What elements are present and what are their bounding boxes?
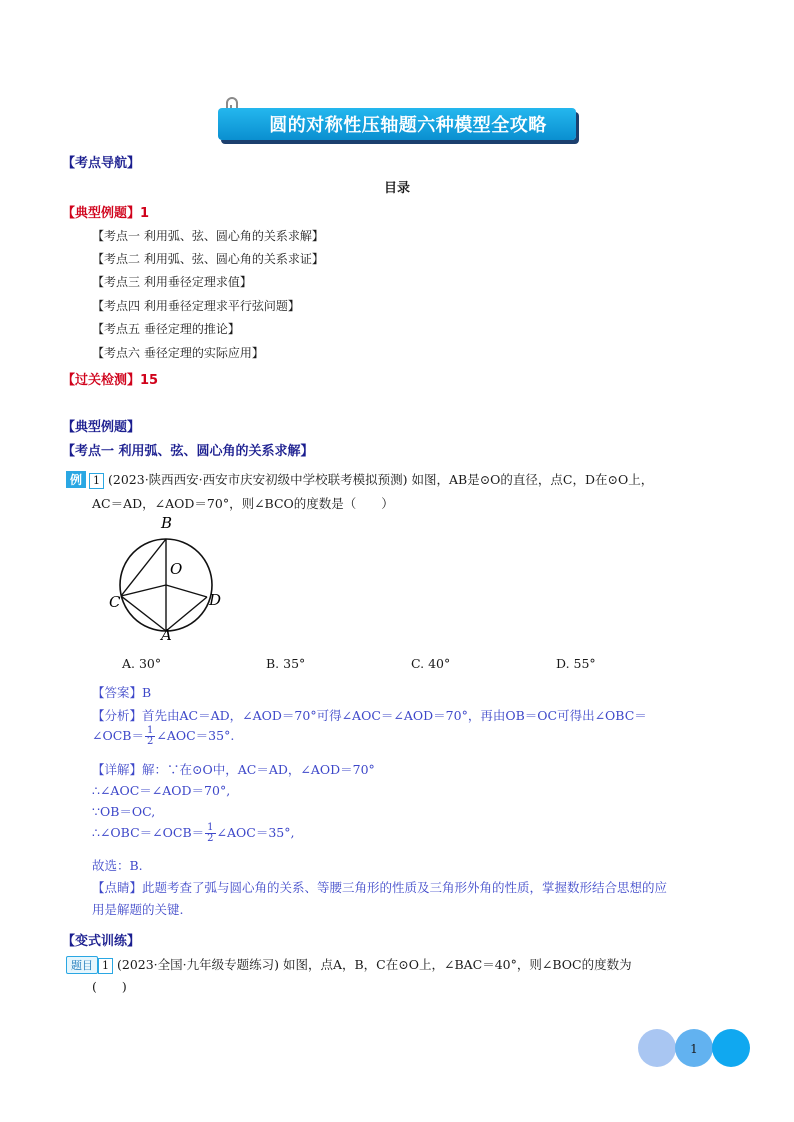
option-b[interactable]: B. 35°	[266, 656, 306, 671]
segment-od	[166, 585, 207, 597]
example1-line1	[66, 470, 653, 489]
example1-line2: AC＝AD，∠AOD＝70°，则∠BCO的度数是（ ）	[92, 496, 394, 511]
detail-text4-pre: ∴∠OBC＝∠OCB＝	[92, 825, 205, 840]
problem-number: 1	[98, 958, 113, 974]
option-d[interactable]: D. 55°	[556, 656, 596, 671]
detail-text1: 解：∵在⊙O中，AC＝AD，∠AOD＝70°	[142, 762, 375, 777]
chord-bc	[121, 539, 166, 596]
toc-item-2[interactable]: 【考点二 利用弧、弦、圆心角的关系求证】	[92, 252, 324, 266]
answer-value: B	[142, 685, 152, 700]
toc-item-3[interactable]: 【考点三 利用垂径定理求值】	[92, 275, 252, 289]
section-typical: 【典型例题】	[62, 420, 141, 435]
example1-text1: (2023·陕西西安·西安市庆安初级中学校联考模拟预测) 如图，AB是⊙O的直径，点C，D在⊙O上，	[108, 472, 654, 487]
page-number: 1	[690, 1042, 698, 1056]
comment-label: 【点睛】	[92, 880, 143, 895]
analysis-line1	[92, 706, 647, 724]
answer-label: 【答案】	[92, 685, 143, 700]
label-o: O	[170, 560, 183, 578]
toc-item-1[interactable]: 【考点一 利用弧、弦、圆心角的关系求解】	[92, 229, 324, 243]
title-banner	[218, 108, 576, 140]
detail-line2: ∴∠AOC＝∠AOD＝70°,	[92, 783, 231, 798]
toc-checkpoint[interactable]	[62, 369, 158, 388]
circle-figure	[100, 512, 240, 644]
example-number: 1	[89, 473, 104, 489]
label-b: B	[161, 514, 173, 532]
toc-item-5[interactable]: 【考点五 垂径定理的推论】	[92, 322, 240, 336]
toc-typical-label: 【典型例题】	[62, 206, 141, 221]
option-c[interactable]: C. 40°	[411, 656, 451, 671]
comment-text1: 此题考查了弧与圆心角的关系、等腰三角形的性质及三角形外角的性质，掌握数形结合思想的应	[142, 880, 668, 895]
page-dot-left	[638, 1029, 676, 1067]
page-dot-right	[712, 1029, 750, 1067]
toc-item-6[interactable]: 【考点六 垂径定理的实际应用】	[92, 346, 264, 360]
detail-line4	[92, 823, 294, 844]
problem-badge: 题目	[66, 956, 98, 974]
label-c: C	[109, 593, 121, 611]
toc-typical[interactable]	[62, 202, 149, 221]
toc-checkpoint-label: 【过关检测】	[62, 373, 141, 388]
analysis-text2-pre: ∠OCB＝	[92, 728, 144, 743]
detail-text4-post: ∠AOC＝35°,	[216, 825, 295, 840]
detail-line3: ∵OB＝OC,	[92, 804, 156, 819]
problem1-line2: ( )	[92, 979, 127, 994]
option-a[interactable]: A. 30°	[122, 656, 162, 671]
analysis-text2-post: ∠AOC＝35°.	[156, 728, 235, 743]
variant-heading: 【变式训练】	[62, 934, 141, 949]
fraction-half: $\frac{1}{2}$	[146, 725, 154, 747]
toc-heading: 目录	[384, 181, 411, 196]
detail-label: 【详解】	[92, 762, 143, 777]
toc-item-4[interactable]: 【考点四 利用垂径定理求平行弦问题】	[92, 299, 300, 313]
detail-line1	[92, 760, 375, 778]
analysis-line2	[92, 726, 234, 747]
analysis-text1: 首先由AC＝AD，∠AOD＝70°可得∠AOC＝∠AOD＝70°，再由OB＝OC可得出∠OBC＝	[142, 708, 647, 723]
nav-heading: 【考点导航】	[62, 156, 141, 171]
fraction-half-2: $\frac{1}{2}$	[207, 822, 214, 844]
example-badge: 例	[66, 471, 86, 488]
comment-line1	[92, 878, 667, 896]
page-title: 圆的对称性压轴题六种模型全攻略	[269, 115, 547, 136]
page-indicator	[637, 1028, 751, 1068]
label-d: D	[209, 591, 222, 609]
answer-line	[92, 683, 151, 701]
label-a: A	[161, 626, 172, 644]
toc-typical-page: 1	[140, 206, 150, 221]
toc-checkpoint-page: 15	[140, 373, 159, 388]
detail-line5: 故选：B.	[92, 858, 143, 873]
analysis-label: 【分析】	[92, 708, 143, 723]
comment-line2: 用是解题的关键.	[92, 902, 184, 917]
section-kaodian1: 【考点一 利用弧、弦、圆心角的关系求解】	[62, 444, 314, 459]
problem1-line1	[66, 955, 632, 974]
problem1-text1: (2023·全国·九年级专题练习) 如图，点A，B，C在⊙O上，∠BAC＝40°，则∠BOC的度数为	[116, 957, 632, 972]
